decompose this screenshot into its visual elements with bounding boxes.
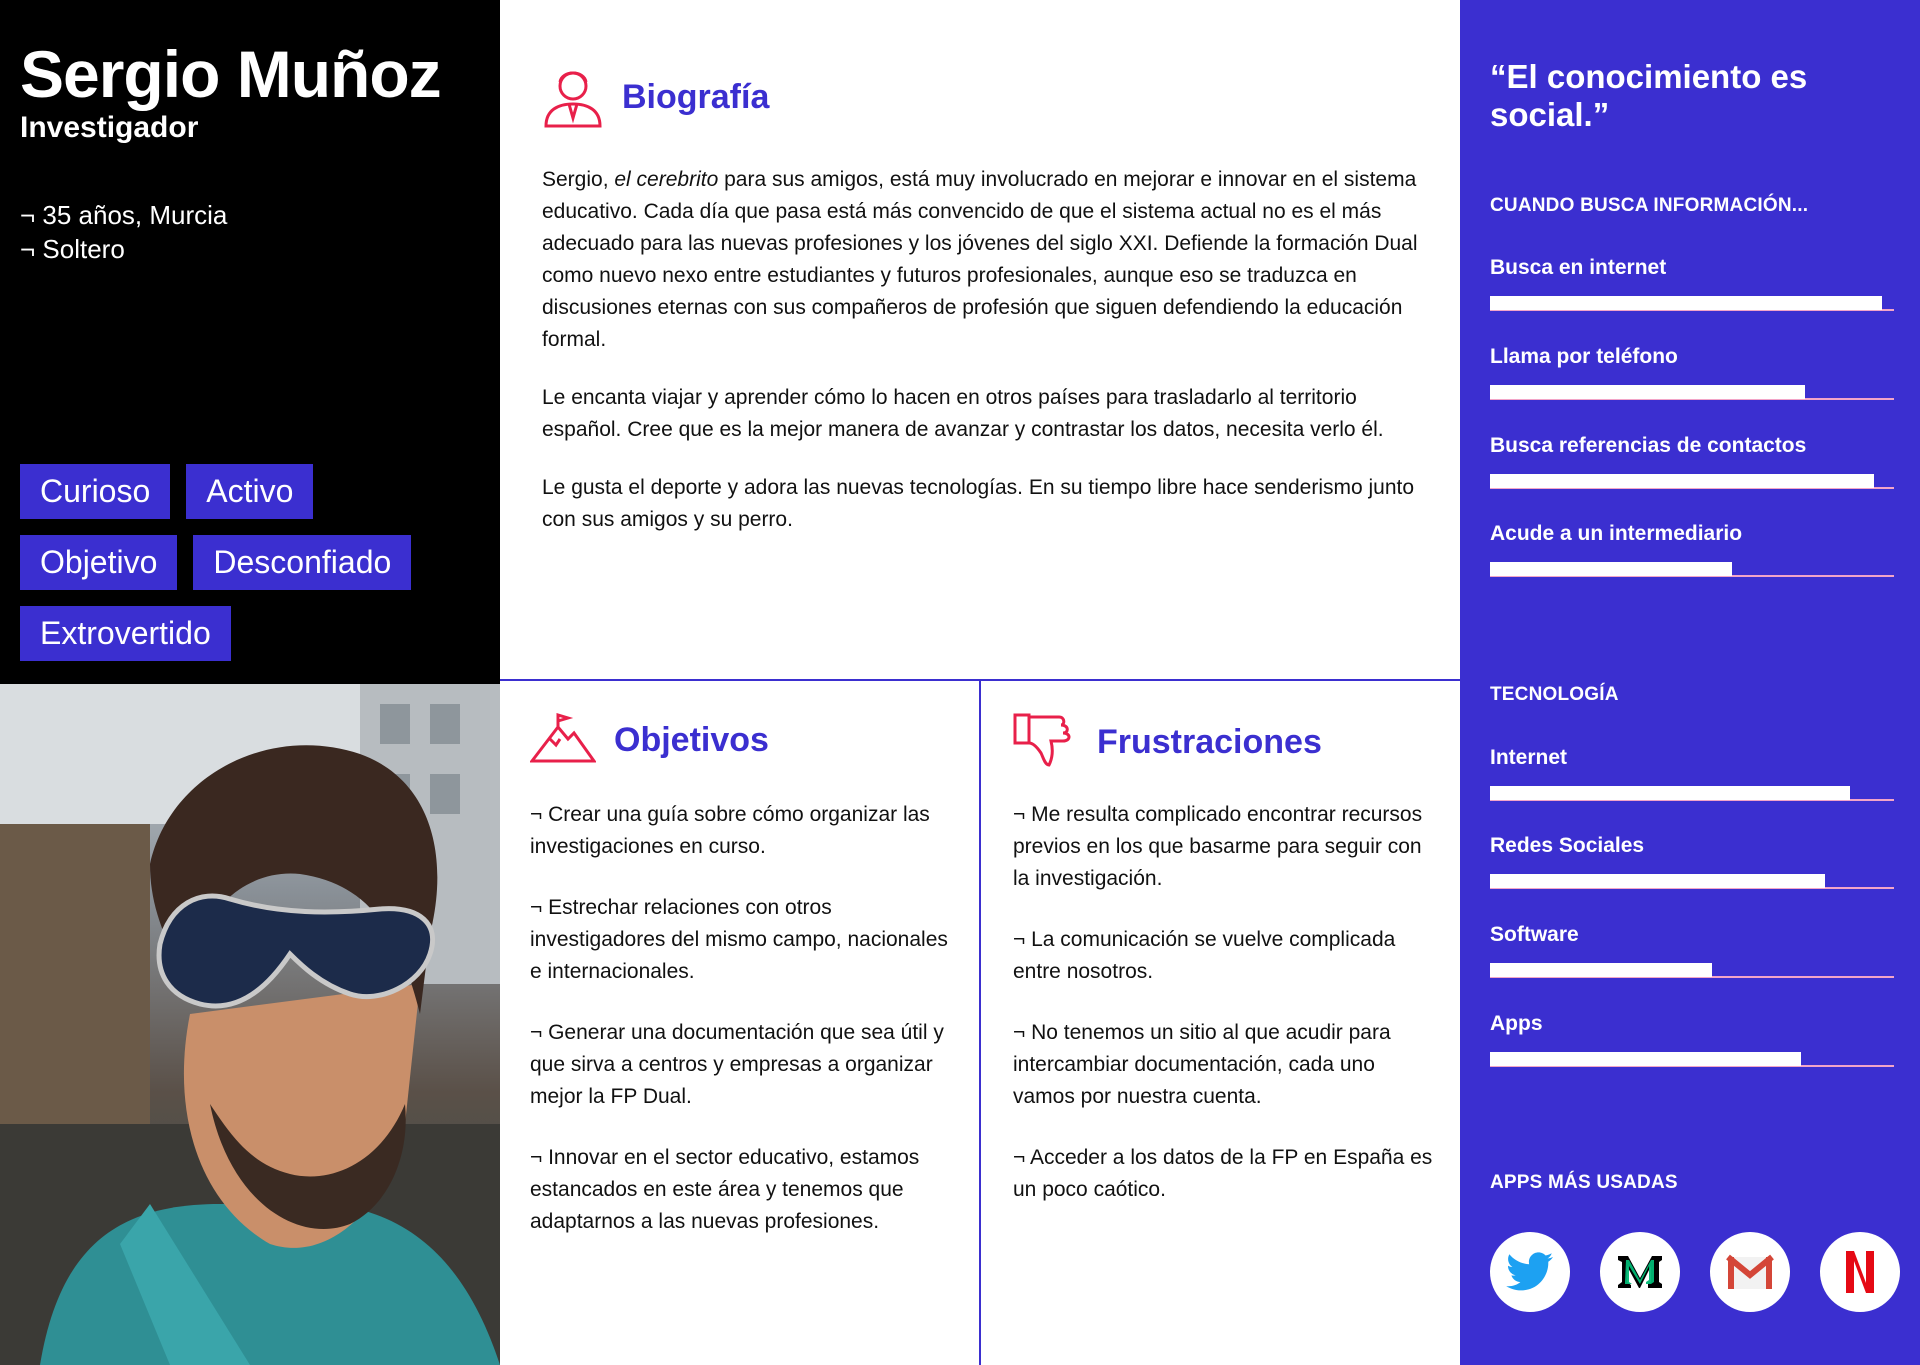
metric-row — [1490, 746, 1894, 800]
trait-list — [20, 464, 480, 661]
person-icon — [542, 62, 604, 133]
persona-quote: “El conocimiento es social.” — [1490, 58, 1808, 133]
level-bar — [1490, 963, 1894, 977]
metric-row — [1490, 834, 1894, 888]
biography-header — [542, 62, 769, 133]
metric-label: Llama por teléfono — [1490, 345, 1678, 368]
gmail-icon[interactable] — [1710, 1232, 1790, 1312]
frustration-item: ¬ No tenemos un sitio al que acudir para intercambiar documentación, cada uno vamos por nuestra cuenta. — [1013, 1021, 1391, 1108]
frustration-item: ¬ La comunicación se vuelve complicada entre nosotros. — [1013, 928, 1396, 983]
metric-label: Software — [1490, 923, 1579, 946]
level-bar — [1490, 562, 1894, 576]
netflix-icon[interactable] — [1820, 1232, 1900, 1312]
trait-badge: Extrovertido — [20, 606, 231, 661]
sidebar — [1460, 0, 1920, 1365]
level-bar — [1490, 874, 1894, 888]
metric-row — [1490, 256, 1894, 310]
level-bar — [1490, 385, 1894, 399]
tech-heading: TECNOLOGÍA — [1490, 684, 1619, 705]
apps-heading: APPS MÁS USADAS — [1490, 1172, 1678, 1193]
bio-paragraph: Le encanta viajar y aprender cómo lo hacen en otros países para trasladarlo al territorio español. Cree que es la mejor manera de avanzar y contrastar los datos, necesita verlo él. — [542, 386, 1384, 441]
twitter-icon[interactable] — [1490, 1232, 1570, 1312]
level-bar — [1490, 786, 1894, 800]
portrait-illustration — [0, 684, 500, 1365]
goals-section — [500, 681, 979, 1365]
frustrations-list — [1013, 799, 1433, 1235]
medium-icon[interactable] — [1600, 1232, 1680, 1312]
metric-label: Acude a un intermediario — [1490, 522, 1743, 545]
info-heading: CUANDO BUSCA INFORMACIÓN... — [1490, 195, 1809, 216]
goal-item: ¬ Generar una documentación que sea útil y que sirva a centros y empresas a organizar mejor la FP Dual. — [530, 1021, 944, 1108]
frustration-item: ¬ Acceder a los datos de la FP en España es un poco caótico. — [1013, 1146, 1433, 1201]
apps-list — [1490, 1232, 1900, 1312]
mountain-flag-icon — [530, 713, 596, 768]
fact-status: ¬ Soltero — [20, 234, 125, 264]
fact-age-city: ¬ 35 años, Murcia — [20, 200, 228, 230]
metric-label: Busca en internet — [1490, 256, 1667, 279]
persona-photo — [0, 684, 500, 1365]
trait-badge: Objetivo — [20, 535, 177, 590]
level-bar — [1490, 296, 1894, 310]
persona-name: Sergio Muñoz — [20, 37, 441, 111]
frustration-item: ¬ Me resulta complicado encontrar recursos previos en los que basarme para seguir con la investigación. — [1013, 803, 1423, 890]
metric-label: Internet — [1490, 746, 1568, 769]
metric-label: Busca referencias de contactos — [1490, 434, 1807, 457]
metric-row — [1490, 1012, 1894, 1066]
level-bar — [1490, 1052, 1894, 1066]
frustrations-header — [1013, 713, 1322, 772]
persona-facts — [20, 198, 227, 266]
goals-title: Objetivos — [614, 721, 769, 759]
goals-list — [530, 799, 950, 1267]
metric-label: Apps — [1490, 1012, 1543, 1035]
bio-paragraph: Le gusta el deporte y adora las nuevas tecnologías. En su tiempo libre hace senderismo junto con sus amigos y su perro. — [542, 476, 1415, 531]
goal-item: ¬ Estrechar relaciones con otros investigadores del mismo campo, nacionales e internacionales. — [530, 896, 948, 983]
trait-badge: Activo — [186, 464, 313, 519]
trait-badge: Curioso — [20, 464, 170, 519]
persona-role: Investigador — [20, 111, 199, 144]
level-bar — [1490, 474, 1894, 488]
metric-row — [1490, 434, 1894, 488]
trait-badge: Desconfiado — [193, 535, 411, 590]
biography-title: Biografía — [622, 78, 770, 116]
goal-item: ¬ Crear una guía sobre cómo organizar las investigaciones en curso. — [530, 803, 930, 858]
thumbs-down-icon — [1013, 713, 1079, 772]
profile-card — [0, 0, 500, 684]
metric-row — [1490, 345, 1894, 399]
frustrations-section — [981, 681, 1460, 1365]
metric-label: Redes Sociales — [1490, 834, 1645, 857]
goals-header — [530, 713, 769, 768]
metric-row — [1490, 923, 1894, 977]
frustrations-title: Frustraciones — [1097, 723, 1322, 761]
biography-section — [500, 0, 1460, 681]
metric-row — [1490, 522, 1894, 576]
biography-text — [542, 164, 1437, 562]
goal-item: ¬ Innovar en el sector educativo, estamos estancados en este área y tenemos que adaptarnos a las nuevas profesiones. — [530, 1146, 920, 1233]
bio-paragraph: Sergio, el cerebrito para sus amigos, está muy involucrado en mejorar e innovar en el sistema educativo. Cada día que pasa está más convencido de que el sistema actual no es el más adecuado para las nuevas profesiones y los jóvenes del siglo XXI. Defiende la formación Dual como nuevo nexo entre estudiantes y futuros profesionales, aunque eso se traduzca en discusiones eternas con sus compañeros de profesión que siguen defendiendo la educación formal. — [542, 168, 1418, 351]
